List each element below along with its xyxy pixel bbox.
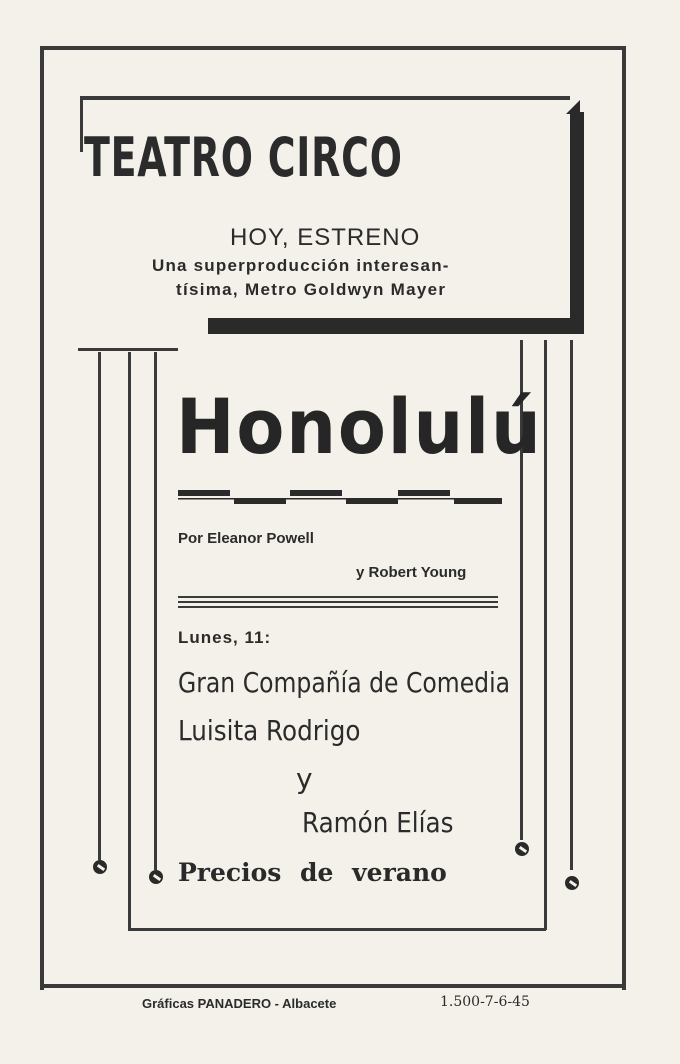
frame-top-border bbox=[40, 46, 626, 50]
premiere-today: HOY, ESTRENO bbox=[230, 224, 421, 251]
right-knob-1 bbox=[515, 842, 529, 856]
left-knob-2 bbox=[149, 870, 163, 884]
performer-1: Luisita Rodrigo bbox=[178, 714, 361, 747]
frame-bottom-border bbox=[40, 984, 626, 988]
header-box-shadow-right bbox=[570, 112, 584, 334]
title-ornament-rule bbox=[178, 490, 502, 514]
performer-2: Ramón Elías bbox=[302, 806, 454, 839]
right-bar-3 bbox=[570, 340, 573, 870]
conjunction-and: y bbox=[296, 762, 313, 795]
tagline-line-2: tísima, Metro Goldwyn Mayer bbox=[176, 280, 447, 299]
tagline-line-1: Una superproducción interesan- bbox=[152, 256, 450, 275]
theatre-name: TEATRO CIRCO bbox=[84, 126, 403, 189]
monday-date: Lunes, 11: bbox=[178, 628, 272, 647]
right-knob-2 bbox=[565, 876, 579, 890]
left-bar-cap bbox=[78, 348, 178, 351]
bottom-rail bbox=[128, 928, 546, 931]
left-bar-2 bbox=[128, 352, 131, 930]
rule-3 bbox=[178, 606, 498, 608]
summer-prices: Precios de verano bbox=[178, 858, 447, 887]
cast-line-2: y Robert Young bbox=[356, 564, 467, 581]
rule-1 bbox=[178, 596, 498, 598]
left-bar-1 bbox=[98, 352, 101, 860]
header-box-left bbox=[80, 96, 83, 152]
header-box-corner bbox=[566, 100, 580, 114]
frame-left-border bbox=[40, 46, 44, 990]
cast-line-1: Por Eleanor Powell bbox=[178, 530, 314, 547]
feature-title: Honolulú bbox=[176, 382, 543, 471]
header-box-top bbox=[80, 96, 570, 100]
header-box-shadow-bottom bbox=[208, 318, 584, 334]
right-bar-2 bbox=[544, 340, 547, 930]
printer-credit: Gráficas PANADERO - Albacete bbox=[142, 996, 337, 1011]
print-code: 1.500-7-6-45 bbox=[440, 994, 530, 1010]
frame-right-border bbox=[622, 46, 626, 990]
left-knob-1 bbox=[93, 860, 107, 874]
comedy-company: Gran Compañía de Comedia bbox=[178, 666, 511, 699]
rule-2 bbox=[178, 601, 498, 603]
left-bar-3 bbox=[154, 352, 157, 870]
